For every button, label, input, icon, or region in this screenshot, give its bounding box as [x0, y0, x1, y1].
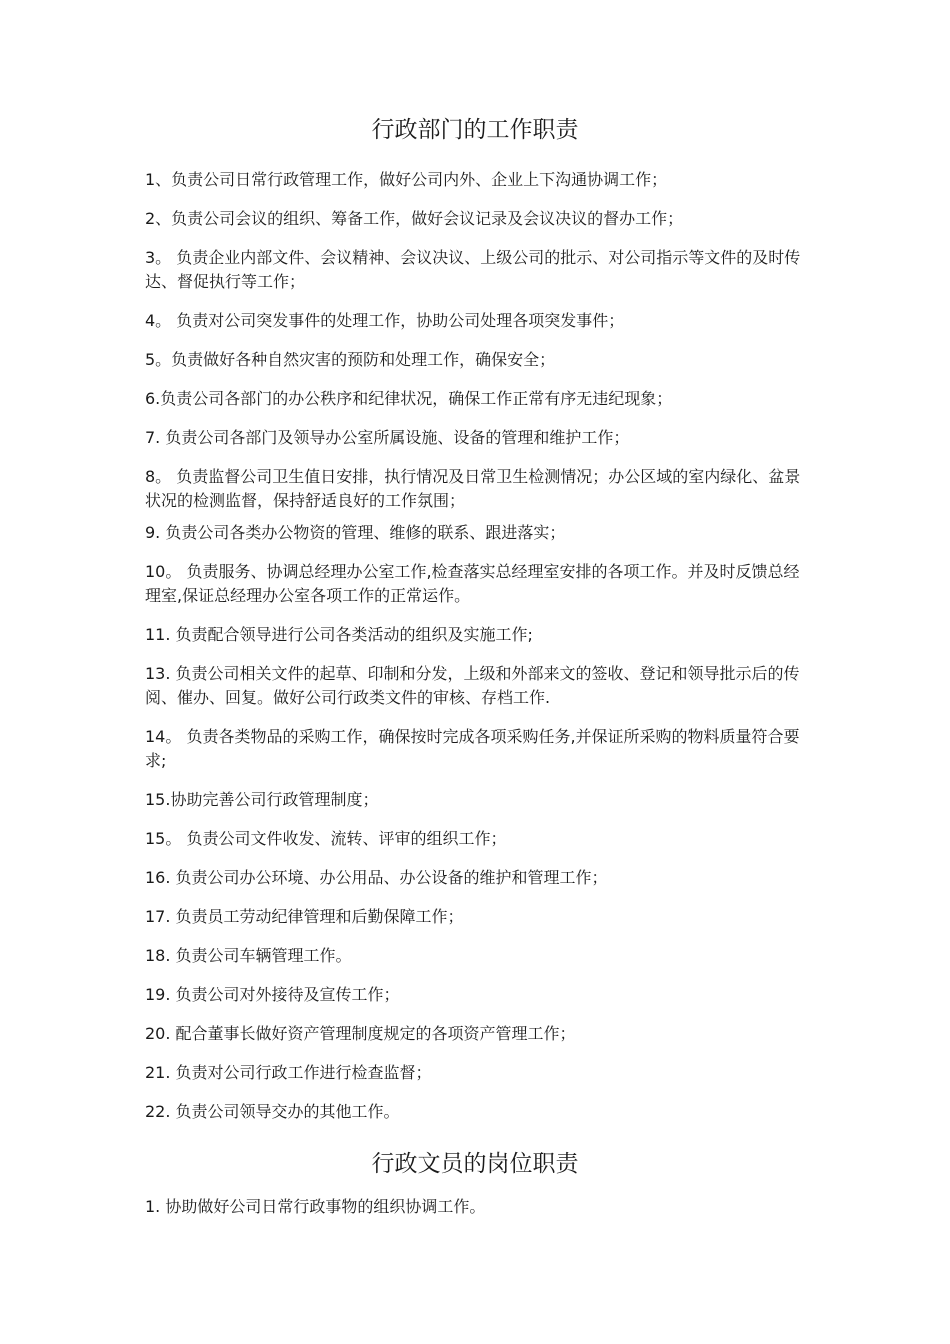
list-item: 10。 负责服务、协调总经理办公室工作,检查落实总经理室安排的各项工作。并及时反馈总经理室,保证总经理办公室各项工作的正常运作。 [145, 562, 800, 605]
list-item: 13. 负责公司相关文件的起草、印制和分发，上级和外部来文的签收、登记和领导批示后的传阅、催办、回复。做好公司行政类文件的审核、存档工作. [145, 664, 800, 707]
list-item: 4。 负责对公司突发事件的处理工作，协助公司处理各项突发事件； [145, 311, 625, 330]
department-duties-list [145, 168, 805, 1139]
section-title-clerk-duties: 行政文员的岗位职责 [371, 1151, 579, 1177]
list-item: 15.协助完善公司行政管理制度； [145, 790, 379, 809]
list-item: 22. 负责公司领导交办的其他工作。 [145, 1102, 400, 1121]
list-item: 21. 负责对公司行政工作进行检查监督； [145, 1063, 432, 1082]
list-item: 8。 负责监督公司卫生值日安排，执行情况及日常卫生检测情况；办公区域的室内绿化、盆景状况的检测监督，保持舒适良好的工作氛围； [145, 467, 801, 510]
list-item: 16. 负责公司办公环境、办公用品、办公设备的维护和管理工作； [145, 868, 608, 887]
list-item: 18. 负责公司车辆管理工作。 [145, 946, 352, 965]
list-item: 20. 配合董事长做好资产管理制度规定的各项资产管理工作； [145, 1024, 576, 1043]
list-item: 11. 负责配合领导进行公司各类活动的组织及实施工作; [145, 625, 533, 644]
list-item: 6.负责公司各部门的办公秩序和纪律状况，确保工作正常有序无违纪现象； [145, 389, 673, 408]
list-item: 1、负责公司日常行政管理工作，做好公司内外、企业上下沟通协调工作； [145, 170, 668, 189]
list-item: 15。 负责公司文件收发、流转、评审的组织工作； [145, 829, 507, 848]
section-title-department-duties: 行政部门的工作职责 [371, 117, 579, 143]
list-item: 1. 协助做好公司日常行政事物的组织协调工作。 [145, 1197, 486, 1216]
list-item: 2、负责公司会议的组织、筹备工作，做好会议记录及会议决议的督办工作； [145, 209, 684, 228]
list-item: 7. 负责公司各部门及领导办公室所属设施、设备的管理和维护工作； [145, 428, 630, 447]
list-item: 3。 负责企业内部文件、会议精神、会议决议、上级公司的批示、对公司指示等文件的及时传达、督促执行等工作； [145, 248, 801, 291]
list-item: 9. 负责公司各类办公物资的管理、维修的联系、跟进落实； [145, 523, 566, 542]
clerk-duties-list [145, 1195, 805, 1234]
list-item: 14。 负责各类物品的采购工作，确保按时完成各项采购任务,并保证所采购的物料质量符合要求; [145, 727, 800, 770]
list-item: 19. 负责公司对外接待及宣传工作； [145, 985, 400, 1004]
list-item: 5。负责做好各种自然灾害的预防和处理工作，确保安全； [145, 350, 556, 369]
list-item: 17. 负责员工劳动纪律管理和后勤保障工作； [145, 907, 464, 926]
